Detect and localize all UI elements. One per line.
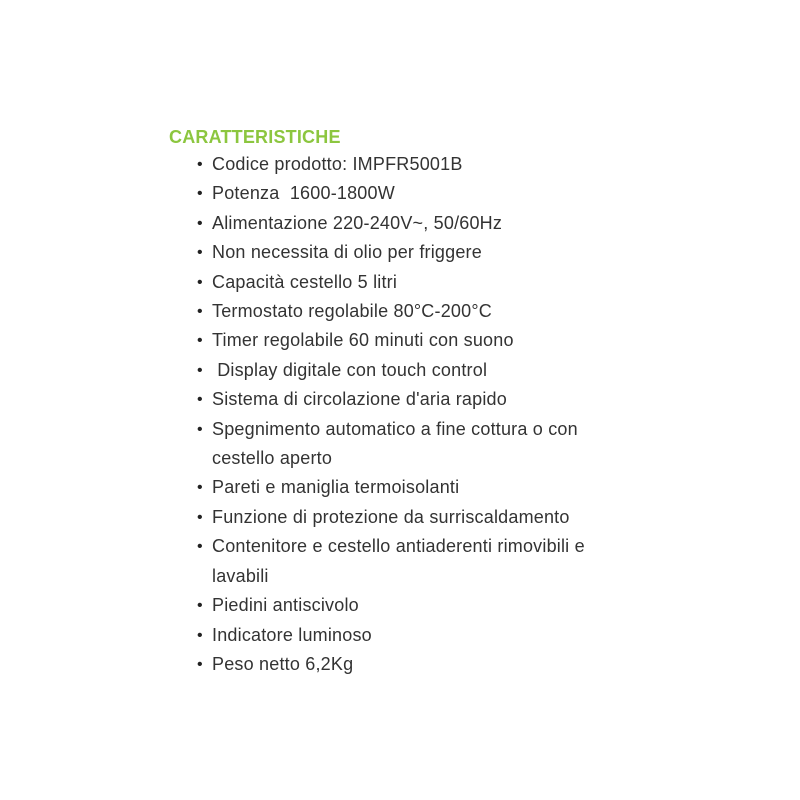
feature-text: Piedini antiscivolo <box>212 595 359 616</box>
bullet-icon: • <box>197 508 203 526</box>
bullet-icon: • <box>197 185 203 203</box>
feature-item <box>169 650 639 679</box>
feature-item <box>169 621 639 650</box>
bullet-icon: • <box>197 479 203 497</box>
bullet-icon: • <box>197 361 203 379</box>
feature-item <box>169 150 639 179</box>
features-heading: CARATTERISTICHE <box>169 127 341 147</box>
bullet-icon: • <box>197 391 203 409</box>
feature-item <box>169 326 639 355</box>
bullet-icon: • <box>197 214 203 232</box>
feature-text: Display digitale con touch control <box>212 359 488 380</box>
feature-item <box>169 356 639 385</box>
bullet-icon: • <box>197 538 203 556</box>
feature-item <box>169 209 639 238</box>
feature-text: Non necessita di olio per friggere <box>212 242 482 263</box>
feature-text: Termostato regolabile 80°C-200°C <box>212 301 492 322</box>
feature-item <box>169 179 639 208</box>
bullet-icon: • <box>197 655 203 673</box>
feature-text: Sistema di circolazione d'aria rapido <box>212 389 507 410</box>
feature-item <box>169 532 639 591</box>
bullet-icon: • <box>197 244 203 262</box>
bullet-icon: • <box>197 273 203 291</box>
feature-item <box>169 503 639 532</box>
feature-item <box>169 415 639 474</box>
feature-item <box>169 297 639 326</box>
bullet-icon: • <box>197 597 203 615</box>
features-section <box>169 124 639 679</box>
bullet-icon: • <box>197 332 203 350</box>
feature-text: Capacità cestello 5 litri <box>212 271 398 292</box>
feature-text: Codice prodotto: IMPFR5001B <box>212 154 463 174</box>
feature-text: Pareti e maniglia termoisolanti <box>212 477 460 498</box>
feature-item <box>169 473 639 502</box>
bullet-icon: • <box>197 626 203 644</box>
bullet-icon: • <box>197 420 203 438</box>
feature-item <box>169 268 639 297</box>
feature-item <box>169 238 639 267</box>
feature-text: Peso netto 6,2Kg <box>212 653 354 674</box>
features-list <box>169 150 639 679</box>
feature-text: Potenza 1600-1800W <box>212 183 395 204</box>
feature-text: Funzione di protezione da surriscaldamento <box>212 506 570 527</box>
feature-text: Alimentazione 220-240V~, 50/60Hz <box>212 212 503 233</box>
bullet-icon: • <box>197 303 203 321</box>
feature-text: Indicatore luminoso <box>212 624 372 645</box>
feature-text: Contenitore e cestello antiaderenti rimovibili e lavabili <box>212 536 585 586</box>
feature-item <box>169 591 639 620</box>
bullet-icon: • <box>197 156 203 173</box>
feature-text: Spegnimento automatico a fine cottura o con cestello aperto <box>212 418 578 469</box>
feature-item <box>169 385 639 414</box>
feature-text: Timer regolabile 60 minuti con suono <box>212 330 514 351</box>
